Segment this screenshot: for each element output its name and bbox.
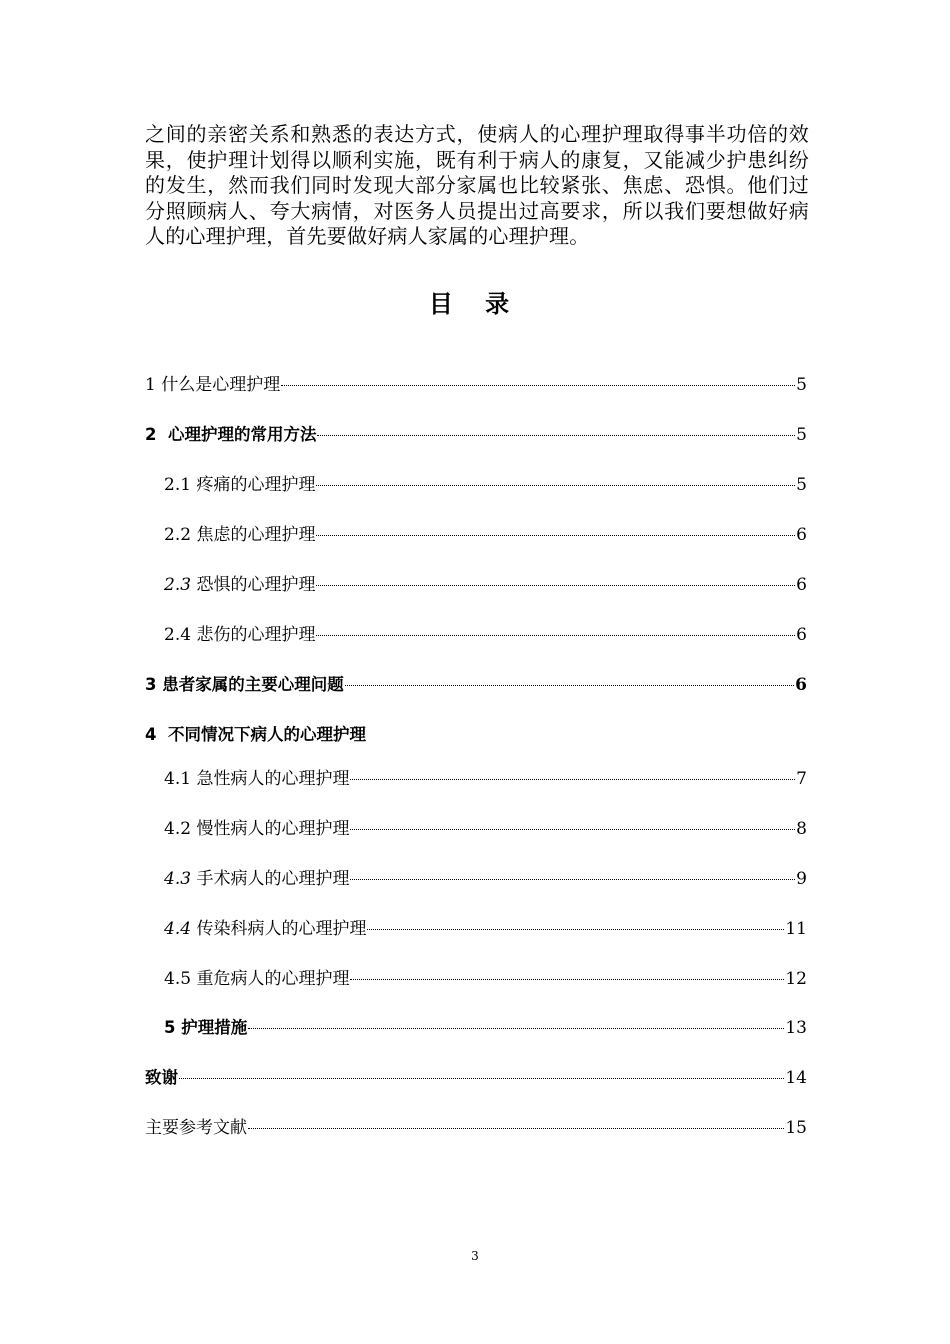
- toc-entry-title: 手术病人的心理护理: [196, 869, 350, 889]
- toc-entry[interactable]: [145, 674, 807, 696]
- toc-entry-number: 4.5: [164, 969, 192, 989]
- toc-entry[interactable]: [164, 574, 807, 596]
- toc-entry-page: 5: [796, 475, 807, 495]
- toc-entry-page: 6: [796, 625, 807, 645]
- dot-leader: [350, 829, 795, 830]
- toc-entry[interactable]: [145, 1117, 807, 1139]
- dot-leader: [179, 1078, 784, 1079]
- toc-entry-page: 12: [785, 969, 807, 989]
- toc-entry-page: 5: [796, 375, 807, 395]
- toc-entry-title: 急性病人的心理护理: [196, 769, 350, 789]
- dot-leader: [316, 485, 795, 486]
- page-number: 3: [471, 1249, 479, 1263]
- toc-entry[interactable]: [164, 624, 807, 646]
- toc-entry-title: 慢性病人的心理护理: [196, 819, 350, 839]
- toc-entry-page: 6: [796, 525, 807, 545]
- toc-entry-page: 14: [785, 1068, 807, 1088]
- toc-entry-title: 悲伤的心理护理: [196, 625, 316, 645]
- dot-leader: [345, 685, 794, 686]
- toc-title: 目 录: [428, 290, 522, 318]
- toc-entry[interactable]: [145, 1067, 807, 1089]
- toc-entry-number: 5: [164, 1018, 176, 1037]
- toc-entry-title: 主要参考文献: [145, 1118, 247, 1138]
- toc-entry-title: 致谢: [145, 1068, 178, 1087]
- toc-entry-number: 2.3: [164, 575, 192, 595]
- toc-entry-page: 6: [795, 675, 807, 695]
- toc-entry[interactable]: [164, 1017, 807, 1039]
- toc-entry-title: 什么是心理护理: [161, 375, 281, 395]
- toc-entry-number: 4.4: [164, 919, 192, 939]
- dot-leader: [316, 585, 795, 586]
- toc-entry-title: 患者家属的主要心理问题: [162, 675, 344, 694]
- toc-entry-number: 2.1: [164, 475, 192, 495]
- toc-entry-title: 心理护理的常用方法: [167, 425, 317, 444]
- toc-entry-number: 4.1: [164, 769, 192, 789]
- toc-entry-title: 重危病人的心理护理: [196, 969, 350, 989]
- toc-entry-page: 9: [796, 869, 807, 889]
- toc-entry-page: 6: [796, 575, 807, 595]
- toc-entry-number: 4.2: [164, 819, 192, 839]
- dot-leader: [248, 1028, 784, 1029]
- toc-entry[interactable]: [164, 818, 807, 840]
- toc-entry[interactable]: [164, 918, 807, 940]
- toc-entry[interactable]: [145, 424, 807, 446]
- toc-entry-number: 4: [145, 725, 157, 744]
- dot-leader: [350, 879, 795, 880]
- intro-paragraph: 之间的亲密关系和熟悉的表达方式，使病人的心理护理取得事半功倍的效果，使护理计划得以顺利实施，既有利于病人的康复，又能减少护患纠纷的发生，然而我们同时发现大部分家属也比较紧张、焦虑、恐惧。他们过分照顾病人、夸大病情，对医务人员提出过高要求，所以我们要想做好病人的心理护理，首先要做好病人家属的心理护理。: [145, 122, 809, 248]
- toc-entry-number: 3: [145, 675, 157, 694]
- toc-entry[interactable]: [164, 968, 807, 990]
- toc-entry-title: 恐惧的心理护理: [196, 575, 316, 595]
- toc-entry-number: 1: [145, 375, 156, 395]
- dot-leader: [281, 385, 795, 386]
- toc-entry-number: 4.3: [164, 869, 192, 889]
- dot-leader: [316, 635, 795, 636]
- toc-entry-number: 2: [145, 425, 157, 444]
- dot-leader: [317, 435, 795, 436]
- toc-entry-title: 传染科病人的心理护理: [196, 919, 367, 939]
- toc-entry-page: 15: [785, 1118, 807, 1138]
- toc-entry-title: 疼痛的心理护理: [196, 475, 316, 495]
- toc-entry-title: 护理措施: [181, 1018, 248, 1037]
- dot-leader: [350, 779, 795, 780]
- toc-entry-number: 2.4: [164, 625, 192, 645]
- toc-entry[interactable]: [164, 768, 807, 790]
- dot-leader: [367, 929, 784, 930]
- toc-entry[interactable]: [164, 474, 807, 496]
- dot-leader: [248, 1128, 784, 1129]
- toc-entry-page: 8: [796, 819, 807, 839]
- toc-entry-title: 不同情况下病人的心理护理: [167, 725, 366, 744]
- toc-entry-page: 13: [785, 1018, 807, 1038]
- toc-entry[interactable]: [164, 524, 807, 546]
- toc-entry-number: 2.2: [164, 525, 192, 545]
- toc-entry[interactable]: [145, 374, 807, 396]
- toc-entry-page: 7: [796, 769, 807, 789]
- dot-leader: [350, 979, 784, 980]
- toc-entry-title: 焦虑的心理护理: [196, 525, 316, 545]
- toc-entry[interactable]: [164, 868, 807, 890]
- toc-entry[interactable]: [145, 724, 807, 746]
- toc-entry-page: 5: [796, 425, 807, 445]
- toc-entry-page: 11: [785, 919, 807, 939]
- dot-leader: [316, 535, 795, 536]
